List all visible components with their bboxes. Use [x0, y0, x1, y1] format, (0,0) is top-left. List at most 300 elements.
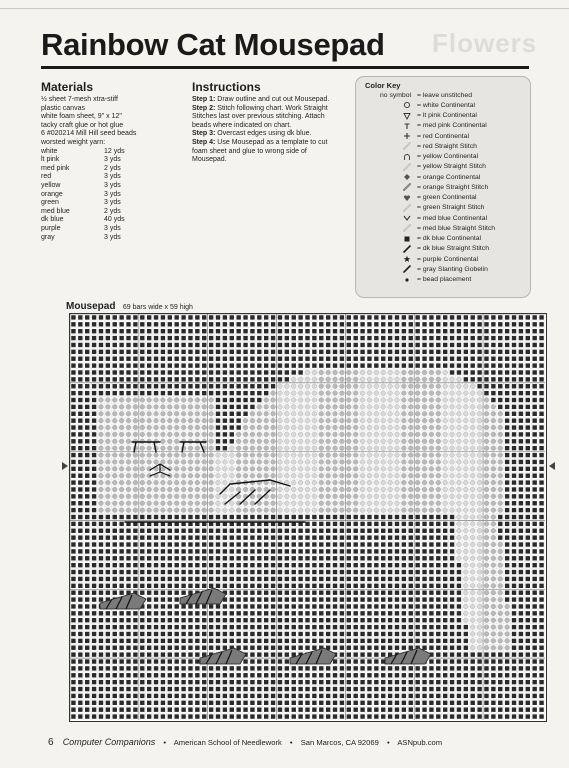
- background-stitch-cell: [422, 590, 426, 594]
- background-stitch-cell: [429, 529, 433, 533]
- cat-stitch-cell: [422, 446, 427, 451]
- background-stitch-cell: [415, 618, 419, 622]
- cat-stitch-cell: [284, 404, 289, 409]
- cat-stitch-cell: [312, 473, 317, 478]
- background-stitch-cell: [188, 350, 192, 354]
- background-stitch-cell: [526, 329, 530, 333]
- background-stitch-cell: [243, 343, 247, 347]
- background-stitch-cell: [243, 590, 247, 594]
- background-stitch-cell: [119, 687, 123, 691]
- cat-stitch-cell: [202, 473, 207, 478]
- background-stitch-cell: [257, 515, 261, 519]
- background-stitch-cell: [133, 357, 137, 361]
- background-stitch-cell: [230, 639, 234, 643]
- cat-stitch-cell: [463, 411, 468, 416]
- background-stitch-cell: [353, 618, 357, 622]
- background-stitch-cell: [443, 611, 447, 615]
- background-stitch-cell: [374, 680, 378, 684]
- cat-stitch-cell: [195, 501, 200, 506]
- background-stitch-cell: [498, 535, 502, 539]
- background-stitch-cell: [85, 694, 89, 698]
- cat-stitch-cell: [305, 439, 310, 444]
- background-stitch-cell: [99, 515, 103, 519]
- cat-stitch-cell: [174, 425, 179, 430]
- background-stitch-cell: [326, 522, 330, 526]
- background-stitch-cell: [353, 714, 357, 718]
- background-stitch-cell: [126, 584, 130, 588]
- background-stitch-cell: [119, 611, 123, 615]
- cat-stitch-cell: [339, 487, 344, 492]
- background-stitch-cell: [409, 343, 413, 347]
- background-stitch-cell: [85, 563, 89, 567]
- cat-stitch-cell: [408, 480, 413, 485]
- cat-stitch-cell: [401, 508, 406, 513]
- background-stitch-cell: [161, 714, 165, 718]
- background-stitch-cell: [360, 570, 364, 574]
- background-stitch-cell: [353, 584, 357, 588]
- background-stitch-cell: [326, 329, 330, 333]
- cat-stitch-cell: [395, 425, 400, 430]
- background-stitch-cell: [71, 501, 75, 505]
- cat-stitch-cell: [312, 453, 317, 458]
- background-stitch-cell: [216, 570, 220, 574]
- background-stitch-cell: [230, 714, 234, 718]
- background-stitch-cell: [353, 604, 357, 608]
- cat-stitch-cell: [463, 549, 468, 554]
- cat-stitch-cell: [395, 404, 400, 409]
- background-stitch-cell: [209, 336, 213, 340]
- background-stitch-cell: [519, 604, 523, 608]
- background-stitch-cell: [119, 570, 123, 574]
- background-stitch-cell: [340, 535, 344, 539]
- background-stitch-cell: [78, 315, 82, 319]
- cat-stitch-cell: [319, 439, 324, 444]
- background-stitch-cell: [154, 701, 158, 705]
- background-stitch-cell: [512, 625, 516, 629]
- background-stitch-cell: [388, 584, 392, 588]
- background-stitch-cell: [257, 357, 261, 361]
- cat-stitch-cell: [326, 370, 331, 375]
- background-stitch-cell: [457, 363, 461, 367]
- background-stitch-cell: [99, 315, 103, 319]
- background-stitch-cell: [298, 535, 302, 539]
- background-stitch-cell: [353, 680, 357, 684]
- cat-stitch-cell: [119, 432, 124, 437]
- background-stitch-cell: [353, 542, 357, 546]
- cat-stitch-cell: [443, 466, 448, 471]
- background-stitch-cell: [85, 418, 89, 422]
- cat-stitch-cell: [353, 370, 358, 375]
- cat-stitch-cell: [202, 501, 207, 506]
- background-stitch-cell: [388, 556, 392, 560]
- background-stitch-cell: [181, 343, 185, 347]
- background-stitch-cell: [147, 646, 151, 650]
- background-stitch-cell: [360, 315, 364, 319]
- background-stitch-cell: [429, 701, 433, 705]
- background-stitch-cell: [512, 556, 516, 560]
- background-stitch-cell: [532, 694, 536, 698]
- background-stitch-cell: [333, 563, 337, 567]
- background-stitch-cell: [429, 515, 433, 519]
- background-stitch-cell: [271, 343, 275, 347]
- background-stitch-cell: [126, 542, 130, 546]
- cat-stitch-cell: [216, 459, 221, 464]
- cat-stitch-cell: [209, 425, 214, 430]
- background-stitch-cell: [360, 556, 364, 560]
- background-stitch-cell: [450, 659, 454, 663]
- background-stitch-cell: [292, 646, 296, 650]
- cat-stitch-cell: [429, 487, 434, 492]
- yarn-qty: 2 yds: [104, 207, 121, 215]
- cat-stitch-cell: [408, 459, 413, 464]
- cat-stitch-cell: [388, 425, 393, 430]
- background-stitch-cell: [443, 315, 447, 319]
- background-stitch-cell: [333, 687, 337, 691]
- background-stitch-cell: [119, 659, 123, 663]
- background-stitch-cell: [216, 639, 220, 643]
- background-stitch-cell: [292, 687, 296, 691]
- cat-stitch-cell: [408, 439, 413, 444]
- background-stitch-cell: [71, 646, 75, 650]
- background-stitch-cell: [526, 322, 530, 326]
- background-stitch-cell: [257, 625, 261, 629]
- background-stitch-cell: [505, 584, 509, 588]
- background-stitch-cell: [519, 508, 523, 512]
- cat-stitch-cell: [229, 487, 234, 492]
- background-stitch-cell: [319, 687, 323, 691]
- cat-stitch-cell: [381, 411, 386, 416]
- background-stitch-cell: [395, 680, 399, 684]
- materials-section: [41, 80, 181, 242]
- cat-stitch-cell: [188, 425, 193, 430]
- background-stitch-cell: [374, 707, 378, 711]
- background-stitch-cell: [409, 625, 413, 629]
- background-stitch-cell: [126, 714, 130, 718]
- cat-stitch-cell: [408, 432, 413, 437]
- background-stitch-cell: [491, 315, 495, 319]
- background-stitch-cell: [340, 604, 344, 608]
- cat-stitch-cell: [450, 466, 455, 471]
- background-stitch-cell: [78, 398, 82, 402]
- cat-stitch-cell: [477, 556, 482, 561]
- cat-stitch-cell: [188, 494, 193, 499]
- cat-stitch-cell: [346, 494, 351, 499]
- cat-stitch-cell: [498, 446, 503, 451]
- cat-stitch-cell: [126, 480, 131, 485]
- background-stitch-cell: [464, 680, 468, 684]
- background-stitch-cell: [257, 680, 261, 684]
- background-stitch-cell: [92, 418, 96, 422]
- background-stitch-cell: [512, 515, 516, 519]
- background-stitch-cell: [202, 377, 206, 381]
- background-stitch-cell: [312, 556, 316, 560]
- background-stitch-cell: [223, 357, 227, 361]
- background-stitch-cell: [257, 694, 261, 698]
- page-number: 6: [48, 737, 54, 748]
- background-stitch-cell: [154, 542, 158, 546]
- background-stitch-cell: [443, 646, 447, 650]
- cat-stitch-cell: [112, 494, 117, 499]
- background-stitch-cell: [99, 701, 103, 705]
- background-stitch-cell: [395, 357, 399, 361]
- background-stitch-cell: [409, 707, 413, 711]
- background-stitch-cell: [326, 604, 330, 608]
- background-stitch-cell: [512, 425, 516, 429]
- background-stitch-cell: [333, 714, 337, 718]
- background-stitch-cell: [471, 687, 475, 691]
- background-stitch-cell: [113, 515, 117, 519]
- cat-stitch-cell: [456, 466, 461, 471]
- background-stitch-cell: [388, 577, 392, 581]
- cat-stitch-cell: [415, 459, 420, 464]
- background-stitch-cell: [175, 597, 179, 601]
- cat-stitch-cell: [491, 501, 496, 506]
- background-stitch-cell: [457, 646, 461, 650]
- background-stitch-cell: [133, 336, 137, 340]
- background-stitch-cell: [202, 535, 206, 539]
- background-stitch-cell: [484, 350, 488, 354]
- background-stitch-cell: [340, 577, 344, 581]
- background-stitch-cell: [347, 597, 351, 601]
- background-stitch-cell: [230, 597, 234, 601]
- background-stitch-cell: [243, 329, 247, 333]
- background-stitch-cell: [409, 632, 413, 636]
- background-stitch-cell: [526, 542, 530, 546]
- background-stitch-cell: [257, 707, 261, 711]
- background-stitch-cell: [381, 618, 385, 622]
- background-stitch-cell: [340, 570, 344, 574]
- cat-stitch-cell: [112, 411, 117, 416]
- cat-stitch-cell: [319, 466, 324, 471]
- cat-stitch-cell: [477, 604, 482, 609]
- background-stitch-cell: [202, 694, 206, 698]
- background-stitch-cell: [340, 646, 344, 650]
- cat-stitch-cell: [505, 638, 510, 643]
- cat-stitch-cell: [305, 418, 310, 423]
- background-stitch-cell: [374, 343, 378, 347]
- background-stitch-cell: [250, 350, 254, 354]
- cat-stitch-cell: [367, 398, 372, 403]
- background-stitch-cell: [429, 694, 433, 698]
- top-rule: [0, 8, 569, 9]
- background-stitch-cell: [498, 680, 502, 684]
- background-stitch-cell: [353, 343, 357, 347]
- background-stitch-cell: [519, 418, 523, 422]
- cat-stitch-cell: [401, 398, 406, 403]
- background-stitch-cell: [236, 673, 240, 677]
- background-stitch-cell: [305, 673, 309, 677]
- cat-stitch-cell: [119, 446, 124, 451]
- color-key-label: = med blue Straight Stitch: [417, 224, 496, 232]
- background-stitch-cell: [292, 680, 296, 684]
- cat-stitch-cell: [174, 453, 179, 458]
- background-stitch-cell: [168, 652, 172, 656]
- background-stitch-cell: [539, 453, 543, 457]
- background-stitch-cell: [402, 680, 406, 684]
- background-stitch-cell: [154, 590, 158, 594]
- cat-stitch-cell: [112, 439, 117, 444]
- background-stitch-cell: [85, 350, 89, 354]
- background-stitch-cell: [312, 542, 316, 546]
- cat-stitch-cell: [395, 459, 400, 464]
- background-stitch-cell: [147, 529, 151, 533]
- background-stitch-cell: [216, 701, 220, 705]
- background-stitch-cell: [78, 701, 82, 705]
- background-stitch-cell: [168, 625, 172, 629]
- background-stitch-cell: [236, 590, 240, 594]
- background-stitch-cell: [216, 535, 220, 539]
- background-stitch-cell: [236, 694, 240, 698]
- background-stitch-cell: [106, 570, 110, 574]
- background-stitch-cell: [367, 363, 371, 367]
- background-stitch-cell: [526, 350, 530, 354]
- background-stitch-cell: [491, 680, 495, 684]
- background-stitch-cell: [360, 652, 364, 656]
- background-stitch-cell: [113, 322, 117, 326]
- background-stitch-cell: [161, 694, 165, 698]
- background-stitch-cell: [539, 377, 543, 381]
- background-stitch-cell: [526, 646, 530, 650]
- background-stitch-cell: [175, 384, 179, 388]
- background-stitch-cell: [409, 590, 413, 594]
- background-stitch-cell: [526, 632, 530, 636]
- cat-stitch-cell: [216, 453, 221, 458]
- cat-stitch-cell: [160, 432, 165, 437]
- background-stitch-cell: [353, 577, 357, 581]
- cat-stitch-cell: [188, 473, 193, 478]
- background-stitch-cell: [223, 714, 227, 718]
- background-stitch-cell: [209, 391, 213, 395]
- background-stitch-cell: [395, 639, 399, 643]
- background-stitch-cell: [113, 542, 117, 546]
- cat-stitch-cell: [243, 439, 248, 444]
- background-stitch-cell: [436, 652, 440, 656]
- background-stitch-cell: [374, 556, 378, 560]
- background-stitch-cell: [539, 659, 543, 663]
- background-stitch-cell: [319, 570, 323, 574]
- background-stitch-cell: [236, 336, 240, 340]
- background-stitch-cell: [498, 329, 502, 333]
- cat-stitch-cell: [388, 446, 393, 451]
- background-stitch-cell: [175, 563, 179, 567]
- cat-stitch-cell: [99, 398, 104, 403]
- background-stitch-cell: [505, 467, 509, 471]
- background-stitch-cell: [395, 618, 399, 622]
- background-stitch-cell: [216, 563, 220, 567]
- background-stitch-cell: [539, 425, 543, 429]
- cat-stitch-cell: [105, 473, 110, 478]
- background-stitch-cell: [347, 515, 351, 519]
- cat-stitch-cell: [491, 521, 496, 526]
- background-stitch-cell: [532, 590, 536, 594]
- background-stitch-cell: [168, 666, 172, 670]
- background-stitch-cell: [271, 673, 275, 677]
- background-stitch-cell: [230, 584, 234, 588]
- background-stitch-cell: [532, 646, 536, 650]
- background-stitch-cell: [236, 329, 240, 333]
- background-stitch-cell: [532, 701, 536, 705]
- cat-stitch-cell: [119, 439, 124, 444]
- background-stitch-cell: [285, 370, 289, 374]
- cat-stitch-cell: [367, 370, 372, 375]
- background-stitch-cell: [532, 680, 536, 684]
- step-text: Draw outline and cut out Mousepad.: [217, 96, 330, 103]
- cat-stitch-cell: [346, 480, 351, 485]
- cat-stitch-cell: [126, 494, 131, 499]
- cat-stitch-cell: [498, 604, 503, 609]
- background-stitch-cell: [347, 329, 351, 333]
- background-stitch-cell: [236, 363, 240, 367]
- background-stitch-cell: [209, 577, 213, 581]
- background-stitch-cell: [271, 611, 275, 615]
- background-stitch-cell: [175, 687, 179, 691]
- background-stitch-cell: [85, 460, 89, 464]
- background-stitch-cell: [257, 646, 261, 650]
- background-stitch-cell: [484, 315, 488, 319]
- cat-stitch-cell: [257, 487, 262, 492]
- background-stitch-cell: [85, 336, 89, 340]
- background-stitch-cell: [353, 639, 357, 643]
- background-stitch-cell: [271, 632, 275, 636]
- background-stitch-cell: [367, 687, 371, 691]
- background-stitch-cell: [85, 701, 89, 705]
- background-stitch-cell: [181, 625, 185, 629]
- background-stitch-cell: [388, 701, 392, 705]
- background-stitch-cell: [319, 515, 323, 519]
- background-stitch-cell: [450, 666, 454, 670]
- background-stitch-cell: [285, 666, 289, 670]
- background-stitch-cell: [119, 391, 123, 395]
- background-stitch-cell: [243, 357, 247, 361]
- cat-stitch-cell: [408, 411, 413, 416]
- background-stitch-cell: [250, 694, 254, 698]
- cat-stitch-cell: [484, 501, 489, 506]
- background-stitch-cell: [402, 646, 406, 650]
- background-stitch-cell: [360, 659, 364, 663]
- cat-stitch-cell: [188, 480, 193, 485]
- background-stitch-cell: [333, 350, 337, 354]
- background-stitch-cell: [491, 652, 495, 656]
- background-stitch-cell: [415, 632, 419, 636]
- background-stitch-cell: [181, 357, 185, 361]
- background-stitch-cell: [154, 343, 158, 347]
- yarn-row: [41, 156, 144, 165]
- background-stitch-cell: [477, 377, 481, 381]
- cat-stitch-cell: [167, 398, 172, 403]
- background-stitch-cell: [99, 590, 103, 594]
- background-stitch-cell: [133, 377, 137, 381]
- background-stitch-cell: [436, 570, 440, 574]
- background-stitch-cell: [236, 542, 240, 546]
- cat-stitch-cell: [112, 432, 117, 437]
- cat-stitch-cell: [99, 432, 104, 437]
- cat-stitch-cell: [133, 501, 138, 506]
- background-stitch-cell: [526, 467, 530, 471]
- cat-stitch-cell: [367, 404, 372, 409]
- background-stitch-cell: [367, 652, 371, 656]
- background-stitch-cell: [505, 460, 509, 464]
- background-stitch-cell: [223, 391, 227, 395]
- cat-stitch-cell: [401, 494, 406, 499]
- background-stitch-cell: [360, 542, 364, 546]
- color-key-label: = bead placement: [417, 276, 472, 284]
- background-stitch-cell: [539, 590, 543, 594]
- cat-stitch-cell: [298, 384, 303, 389]
- background-stitch-cell: [99, 597, 103, 601]
- background-stitch-cell: [436, 343, 440, 347]
- cat-stitch-cell: [291, 501, 296, 506]
- background-stitch-cell: [512, 446, 516, 450]
